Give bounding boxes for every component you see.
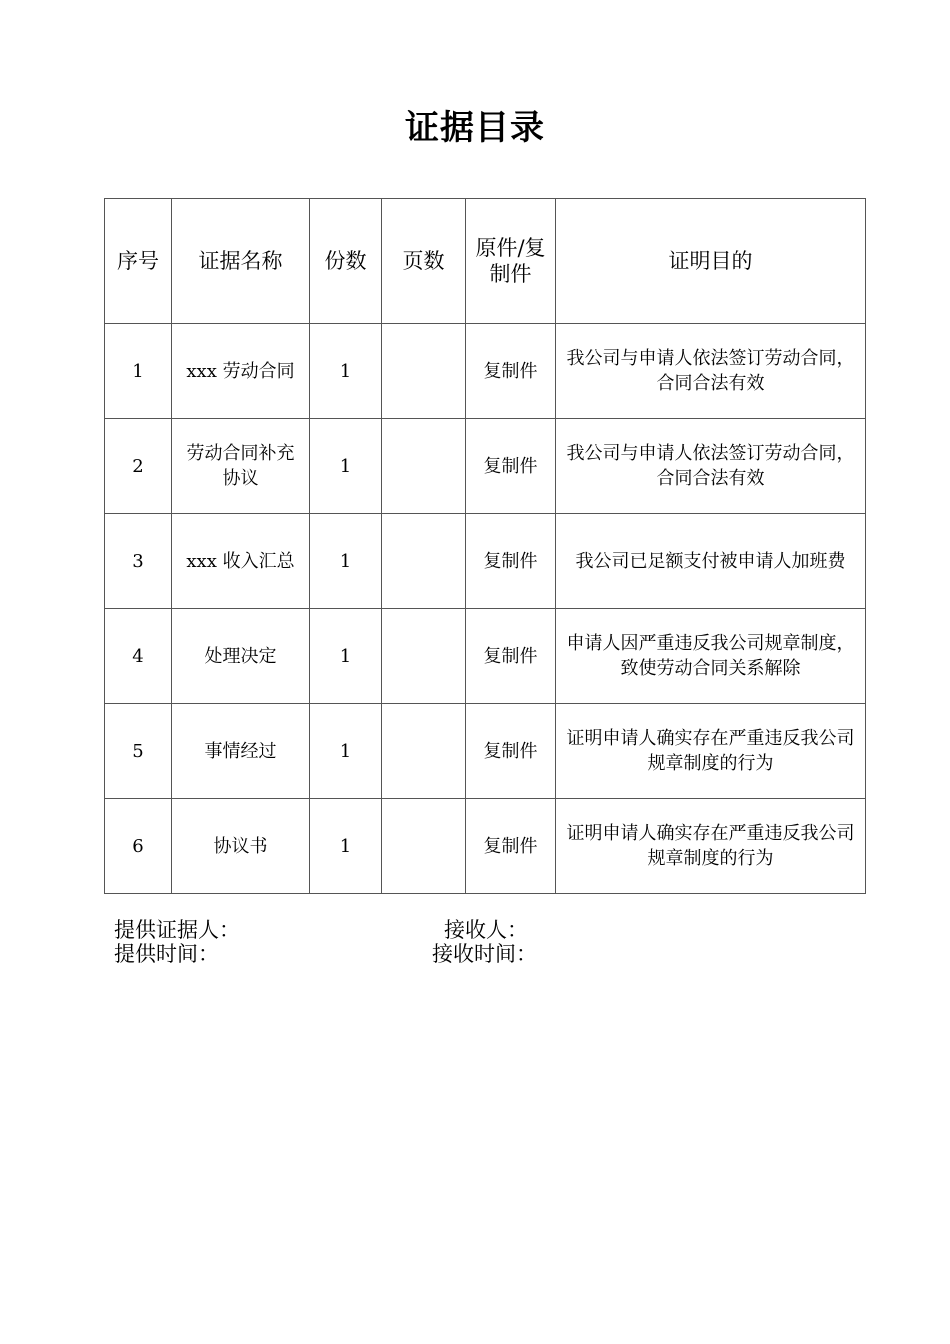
- header-evidence-name: 证据名称: [172, 199, 310, 324]
- cell-evidence-name: 协议书: [172, 799, 310, 894]
- cell-purpose: 我公司已足额支付被申请人加班费: [556, 514, 866, 609]
- cell-purpose: 申请人因严重违反我公司规章制度，致使劳动合同关系解除: [556, 609, 866, 704]
- cell-original-or-copy: 复制件: [466, 324, 556, 419]
- page-title: 证据目录: [405, 108, 545, 148]
- cell-serial-number: 3: [105, 514, 172, 609]
- cell-evidence-name: xxx 劳动合同: [172, 324, 310, 419]
- header-purpose: 证明目的: [556, 199, 866, 324]
- table-row: [105, 704, 866, 799]
- table-header-row: [105, 199, 866, 324]
- header-original-or-copy: 原件/复制件: [466, 199, 556, 324]
- cell-pages: [382, 419, 466, 514]
- cell-original-or-copy: 复制件: [466, 514, 556, 609]
- cell-serial-number: 5: [105, 704, 172, 799]
- cell-serial-number: 6: [105, 799, 172, 894]
- cell-copies: 1: [310, 799, 382, 894]
- table-row: [105, 514, 866, 609]
- header-pages: 页数: [382, 199, 466, 324]
- table-row: [105, 799, 866, 894]
- cell-copies: 1: [310, 704, 382, 799]
- header-copies: 份数: [310, 199, 382, 324]
- cell-evidence-name: 劳动合同补充协议: [172, 419, 310, 514]
- cell-copies: 1: [310, 514, 382, 609]
- cell-copies: 1: [310, 324, 382, 419]
- cell-original-or-copy: 复制件: [466, 704, 556, 799]
- table-row: [105, 324, 866, 419]
- receiver-label: 接收人：: [444, 918, 528, 942]
- cell-original-or-copy: 复制件: [466, 609, 556, 704]
- cell-pages: [382, 609, 466, 704]
- provider-label: 提供证据人：: [114, 918, 240, 942]
- cell-pages: [382, 704, 466, 799]
- cell-original-or-copy: 复制件: [466, 799, 556, 894]
- cell-purpose: 证明申请人确实存在严重违反我公司规章制度的行为: [556, 704, 866, 799]
- table-row: [105, 609, 866, 704]
- cell-evidence-name: 处理决定: [172, 609, 310, 704]
- cell-copies: 1: [310, 609, 382, 704]
- cell-serial-number: 1: [105, 324, 172, 419]
- cell-purpose: 我公司与申请人依法签订劳动合同，合同合法有效: [556, 419, 866, 514]
- evidence-table: [104, 198, 866, 894]
- cell-evidence-name: 事情经过: [172, 704, 310, 799]
- cell-serial-number: 2: [105, 419, 172, 514]
- cell-original-or-copy: 复制件: [466, 419, 556, 514]
- table-row: [105, 419, 866, 514]
- cell-copies: 1: [310, 419, 382, 514]
- cell-pages: [382, 514, 466, 609]
- cell-purpose: 证明申请人确实存在严重违反我公司规章制度的行为: [556, 799, 866, 894]
- header-serial-number: 序号: [105, 199, 172, 324]
- cell-pages: [382, 324, 466, 419]
- cell-purpose: 我公司与申请人依法签订劳动合同，合同合法有效: [556, 324, 866, 419]
- cell-evidence-name: xxx 收入汇总: [172, 514, 310, 609]
- cell-serial-number: 4: [105, 609, 172, 704]
- cell-pages: [382, 799, 466, 894]
- provide-time-label: 提供时间：: [114, 942, 219, 966]
- receive-time-label: 接收时间：: [432, 942, 537, 966]
